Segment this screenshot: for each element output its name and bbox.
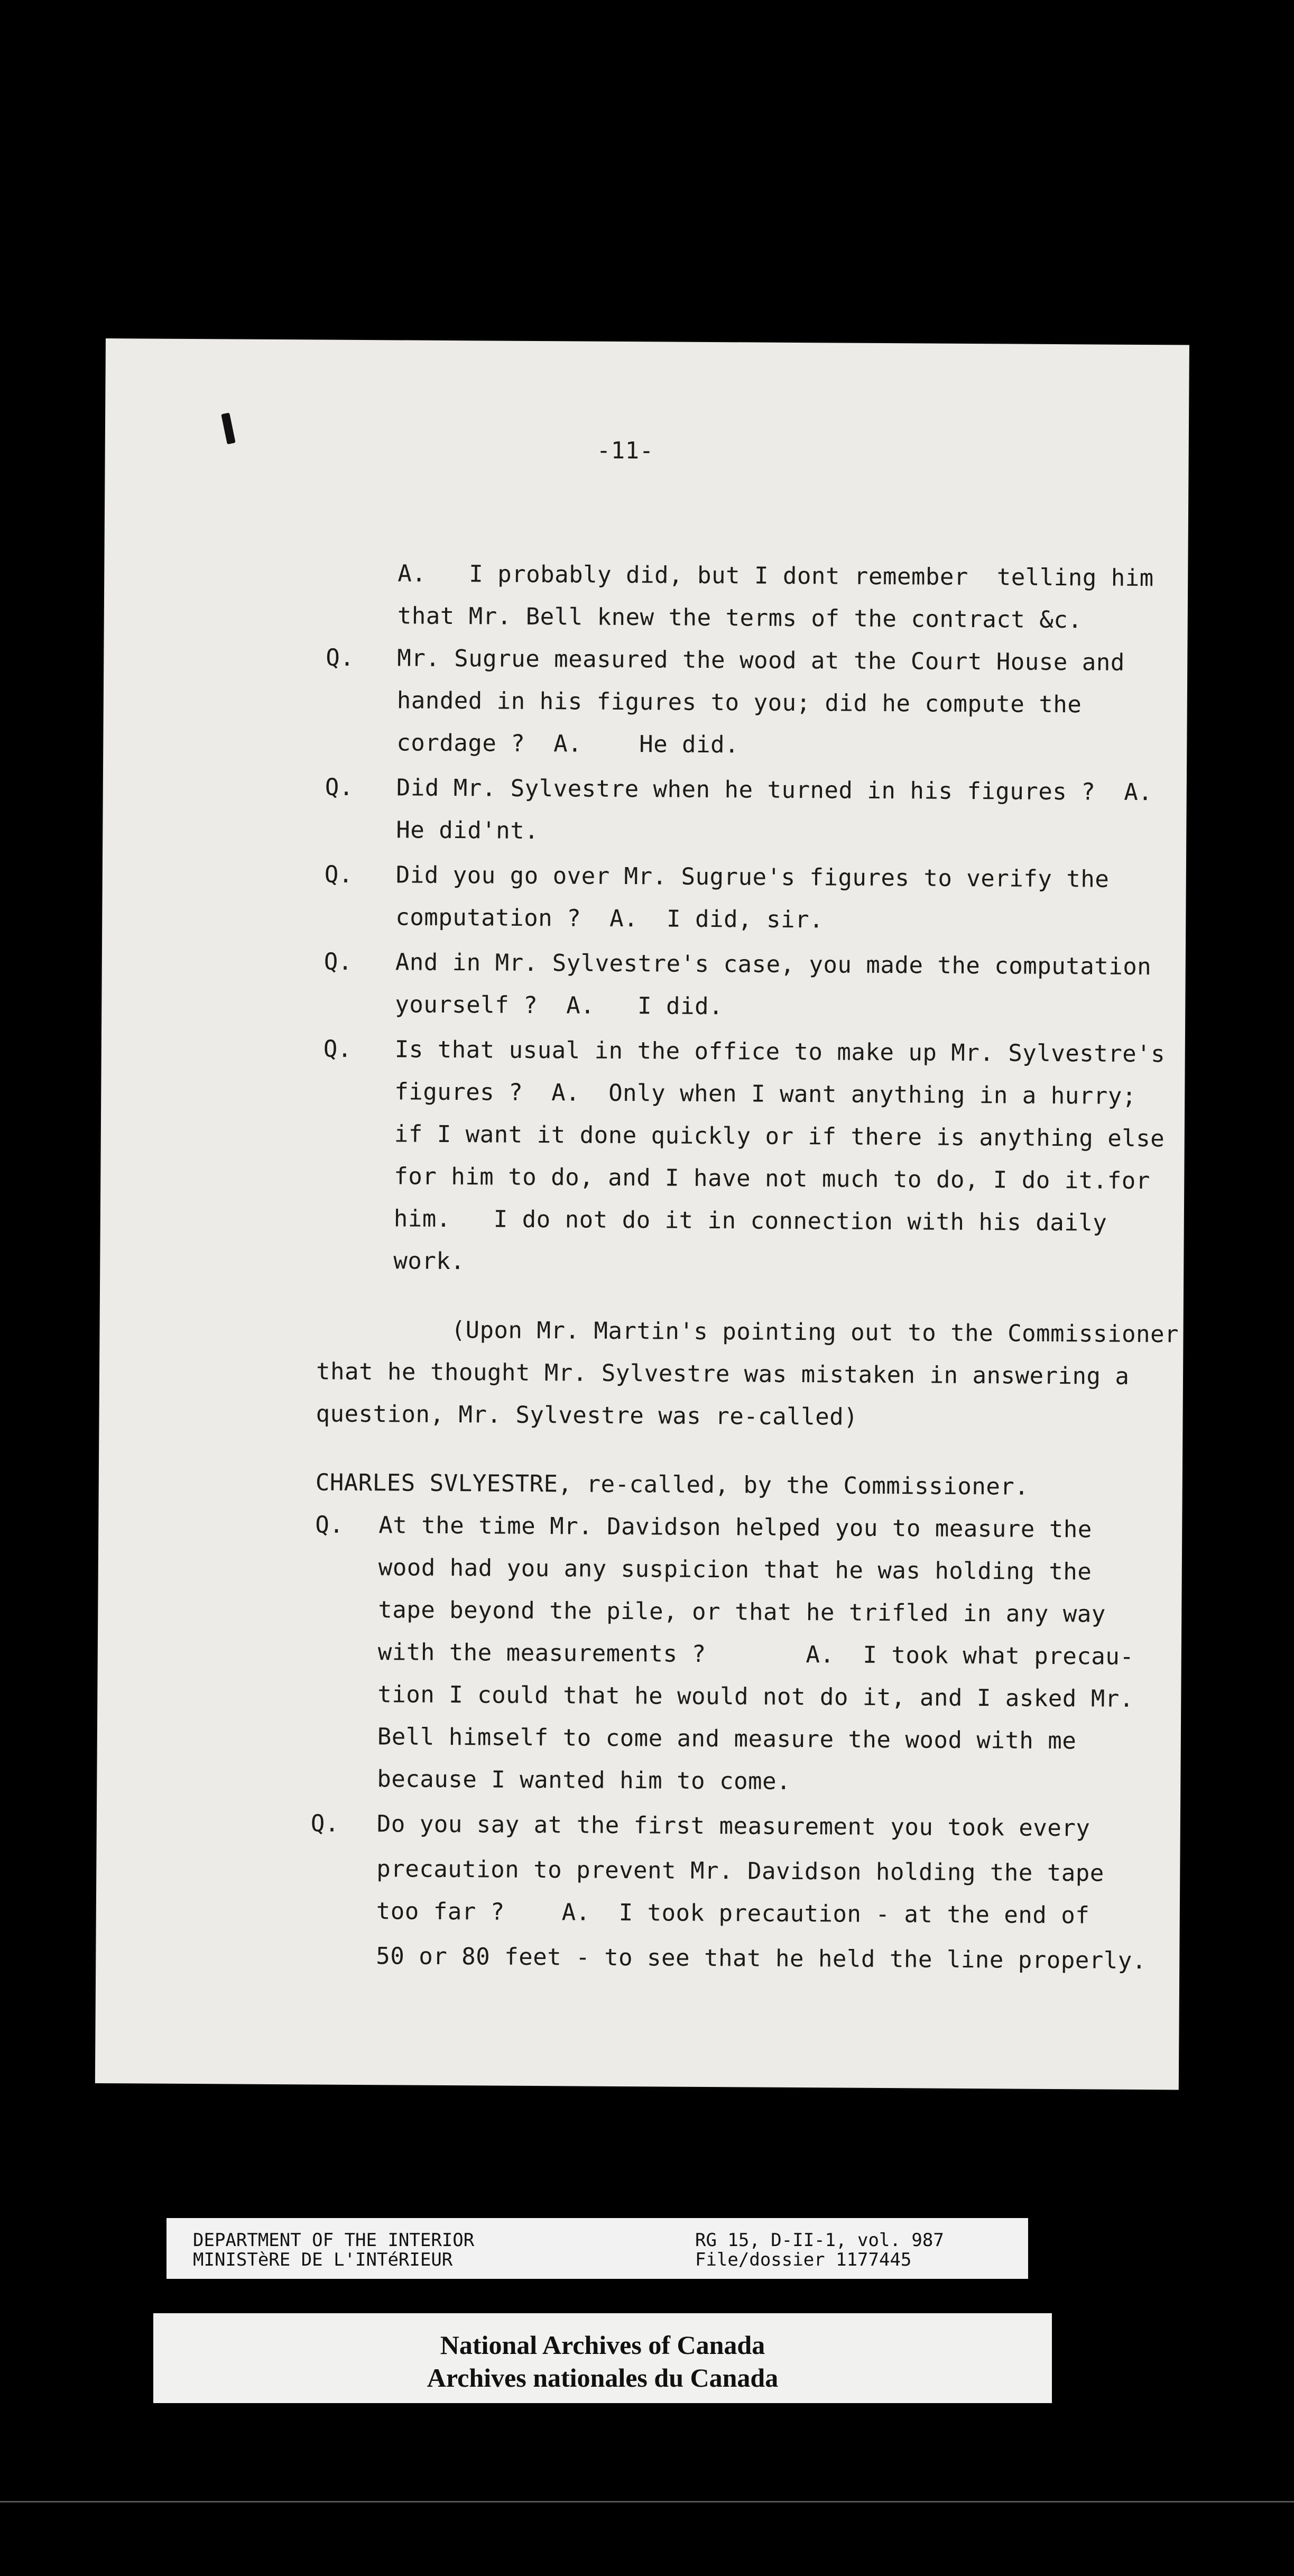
text-line: tape beyond the pile, or that he trifled in any way [378, 1596, 1106, 1628]
text-line: Did Mr. Sylvestre when he turned in his figures ? A. [396, 774, 1153, 806]
text-line: because I wanted him to come. [377, 1765, 791, 1795]
text-line: A. I probably did, but I dont remember telling him [398, 560, 1154, 592]
text-line: Mr. Sugrue measured the wood at the Court House and [397, 645, 1125, 676]
file-number: File/dossier 1177445 [695, 2249, 912, 2270]
text-line: Q. [310, 1810, 339, 1837]
text-line: handed in his figures to you; did he compute the [396, 687, 1082, 719]
text-line: Do you say at the first measurement you took every [376, 1810, 1090, 1842]
text-line: figures ? A. Only when I want anything in a hurry; [394, 1078, 1136, 1110]
archive-reference-label [167, 2218, 1028, 2279]
text-line: Q. [315, 1511, 344, 1539]
text-line: cordage ? A. He did. [396, 729, 740, 759]
text-line: And in Mr. Sylvestre's case, you made the computation [395, 949, 1152, 981]
text-line: Bell himself to come and measure the wood with me [377, 1723, 1077, 1755]
text-line: him. I do not do it in connection with his daily [393, 1205, 1107, 1237]
text-line: that Mr. Bell knew the terms of the contract &c. [397, 602, 1083, 634]
text-line: Q. [326, 644, 355, 671]
text-line: tion I could that he would not do it, and I asked Mr. [377, 1681, 1134, 1713]
document-text [95, 338, 1189, 2090]
text-line: He did'nt. [396, 816, 539, 845]
text-line: Q. [324, 861, 353, 888]
record-group-ref: RG 15, D-II-1, vol. 987 [695, 2230, 944, 2251]
text-line: yourself ? A. I did. [395, 991, 724, 1020]
text-line: work. [393, 1247, 465, 1275]
text-line: for him to do, and I have not much to do, I do it.for [394, 1163, 1150, 1195]
text-line: question, Mr. Sylvestre was re-called) [316, 1400, 858, 1431]
text-line: precaution to prevent Mr. Davidson holding the tape [376, 1855, 1104, 1887]
text-line: At the time Mr. Davidson helped you to measure the [378, 1512, 1092, 1543]
text-line: Is that usual in the office to make up Mr. Sylvestre's [394, 1036, 1166, 1068]
text-line: too far ? A. I took precaution - at the end of [376, 1898, 1090, 1929]
text-line: Did you go over Mr. Sugrue's figures to verify the [395, 861, 1110, 893]
text-line: Q. [324, 948, 353, 976]
archives-name-english: National Archives of Canada [440, 2330, 765, 2360]
text-line: CHARLES SVLYESTRE, re-called, by the Commissioner. [315, 1469, 1029, 1501]
archives-name-french: Archives nationales du Canada [427, 2363, 779, 2393]
archives-banner [153, 2313, 1052, 2403]
document-page [95, 338, 1189, 2090]
text-line: 50 or 80 feet - to see that he held the line properly. [376, 1943, 1147, 1975]
text-line: if I want it done quickly or if there is anything else [394, 1120, 1165, 1153]
text-line: wood had you any suspicion that he was holding the [378, 1554, 1092, 1586]
department-english: DEPARTMENT OF THE INTERIOR [193, 2230, 475, 2251]
page-number: -11- [596, 437, 654, 465]
text-line: (Upon Mr. Martin's pointing out to the Commissioner [451, 1317, 1179, 1348]
text-line: that he thought Mr. Sylvestre was mistaken in answering a [316, 1358, 1130, 1390]
text-line: Q. [323, 1035, 352, 1063]
text-line: computation ? A. I did, sir. [395, 904, 824, 934]
scan-edge-line [0, 2501, 1294, 2503]
text-line: with the measurements ? A. I took what precau- [377, 1639, 1134, 1670]
department-french: MINISTèRE DE L'INTéRIEUR [193, 2249, 453, 2270]
text-line: Q. [325, 774, 354, 801]
